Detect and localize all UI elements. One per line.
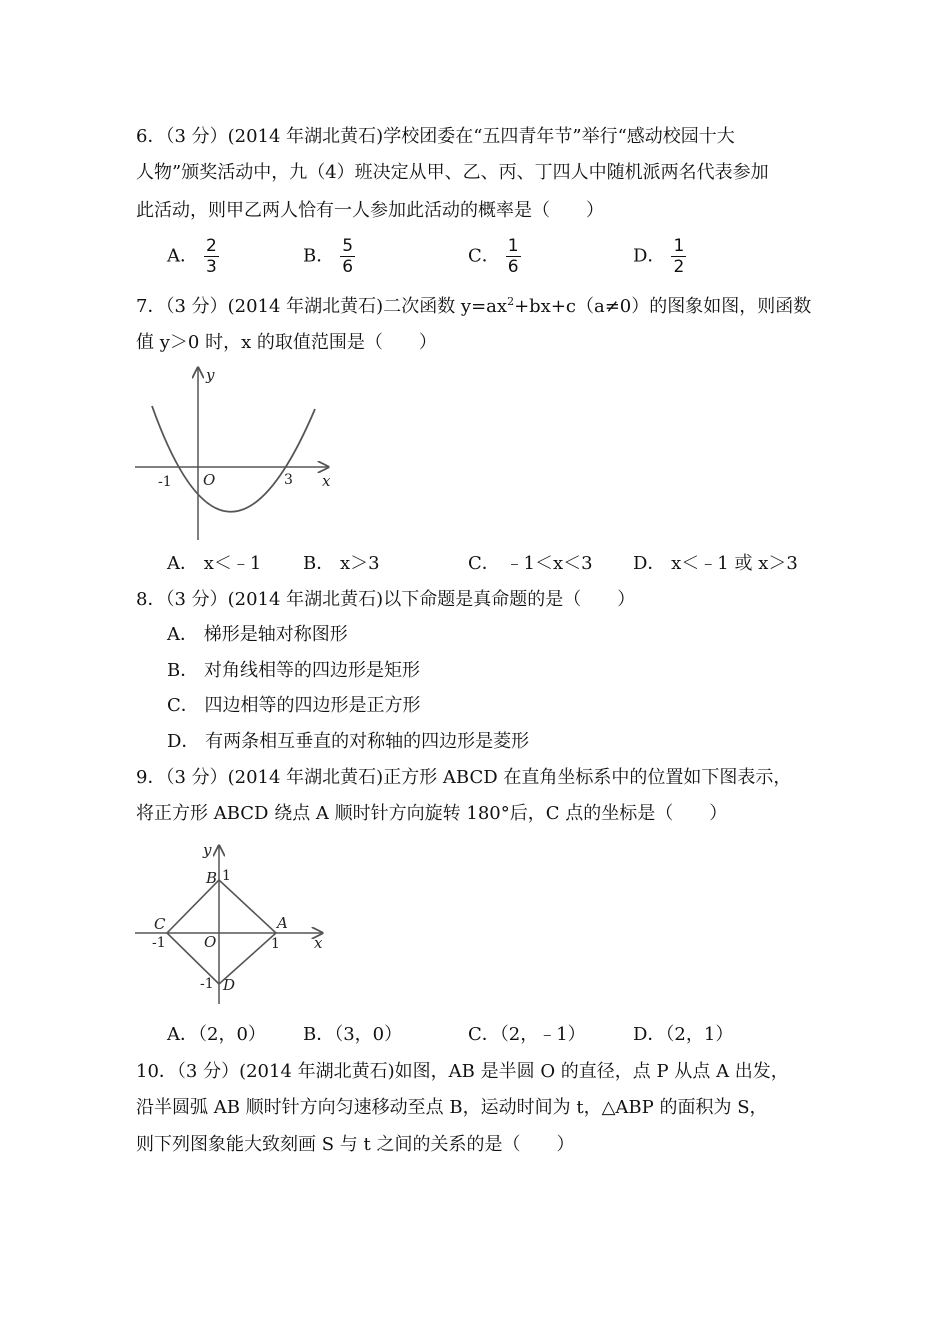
x-neg-one-label: -1 bbox=[152, 935, 166, 951]
q6-option-d bbox=[633, 236, 686, 277]
fraction: $\frac{1}{6}$ bbox=[507, 236, 519, 277]
q7-option-c: C． ﹣1＜x＜3 bbox=[468, 553, 593, 574]
parabola-graph bbox=[130, 362, 340, 544]
q9-option-c: C．（2，﹣1） bbox=[468, 1024, 586, 1045]
x-axis-label: x bbox=[314, 934, 323, 952]
q6-option-a bbox=[167, 236, 219, 277]
square-graph bbox=[130, 838, 340, 1006]
y-neg-one-label: -1 bbox=[200, 976, 214, 992]
q9-option-a: A．（2，0） bbox=[167, 1024, 266, 1045]
q10-line-3: 则下列图象能大致刻画 S 与 t 之间的关系的是（ ） bbox=[136, 1134, 575, 1155]
x-axis-label: x bbox=[322, 472, 331, 490]
point-d-label: D bbox=[223, 976, 236, 994]
x-one-label: 1 bbox=[271, 936, 280, 952]
q9-option-d: D．（2，1） bbox=[633, 1024, 734, 1045]
y-axis-label: y bbox=[206, 366, 215, 384]
fraction: $\frac{2}{3}$ bbox=[206, 236, 217, 277]
fraction: $\frac{1}{2}$ bbox=[673, 236, 685, 277]
q7-line-2: 值 y＞0 时，x 的取值范围是（ ） bbox=[136, 332, 437, 353]
fraction: $\frac{5}{6}$ bbox=[342, 236, 354, 277]
q6-line-2: 人物”颁奖活动中，九（4）班决定从甲、乙、丙、丁四人中随机派两名代表参加 bbox=[136, 162, 769, 183]
q9-line-1: 9．（3 分）(2014 年湖北黄石)正方形 ABCD 在直角坐标系中的位置如下图表示， bbox=[136, 767, 792, 788]
y-axis-label: y bbox=[203, 841, 212, 859]
parabola-curve bbox=[152, 406, 315, 512]
root-left-label: -1 bbox=[158, 474, 172, 490]
q10-line-2: 沿半圆弧 AB 顺时针方向匀速移动至点 B，运动时间为 t，△ABP 的面积为 S， bbox=[136, 1097, 768, 1118]
q7-option-a: A． x＜﹣1 bbox=[167, 553, 262, 574]
q10-line-1: 10．（3 分）(2014 年湖北黄石)如图，AB 是半圆 O 的直径，点 P 从点 A 出发， bbox=[136, 1061, 789, 1082]
q7-line-1: 7．（3 分）(2014 年湖北黄石)二次函数 $y=ax^2+bx+c(a\ne 0)$的图象如图，则函数 bbox=[136, 295, 812, 317]
q9-line-2: 将正方形 ABCD 绕点 A 顺时针方向旋转 180°后，C 点的坐标是（ ） bbox=[136, 803, 728, 824]
root-right-label: 3 bbox=[284, 472, 293, 488]
q8-line-1: 8．（3 分）(2014 年湖北黄石)以下命题是真命题的是（ ） bbox=[136, 589, 636, 610]
q6-option-c bbox=[468, 236, 521, 277]
q6-options bbox=[0, 234, 950, 284]
q6-line-3: 此活动，则甲乙两人恰有一人参加此活动的概率是（ ） bbox=[136, 200, 604, 221]
origin-label: O bbox=[204, 933, 217, 951]
square-abcd bbox=[167, 880, 276, 984]
q8-option-c: C． 四边相等的四边形是正方形 bbox=[167, 695, 421, 716]
point-b-label: B bbox=[206, 869, 218, 887]
q8-option-b: B． 对角线相等的四边形是矩形 bbox=[167, 660, 420, 681]
q6-option-b bbox=[303, 236, 355, 277]
option-label: B． bbox=[303, 245, 335, 267]
y-one-label: 1 bbox=[222, 868, 231, 884]
q6-line-1: 6．（3 分）(2014 年湖北黄石)学校团委在“五四青年节”举行“感动校园十大 bbox=[136, 126, 735, 147]
option-label: A． bbox=[167, 245, 198, 267]
origin-label: O bbox=[203, 471, 216, 489]
q7-option-b: B． x＞3 bbox=[303, 553, 380, 574]
q8-option-d: D． 有两条相互垂直的对称轴的四边形是菱形 bbox=[167, 731, 530, 752]
point-c-label: C bbox=[154, 915, 166, 933]
q8-option-a: A． 梯形是轴对称图形 bbox=[167, 624, 348, 645]
option-label: C． bbox=[468, 245, 500, 267]
q9-option-b: B．（3，0） bbox=[303, 1024, 403, 1045]
option-label: D． bbox=[633, 245, 666, 267]
q7-option-d: D． x＜﹣1 或 x＞3 bbox=[633, 553, 798, 574]
point-a-label: A bbox=[277, 914, 288, 932]
